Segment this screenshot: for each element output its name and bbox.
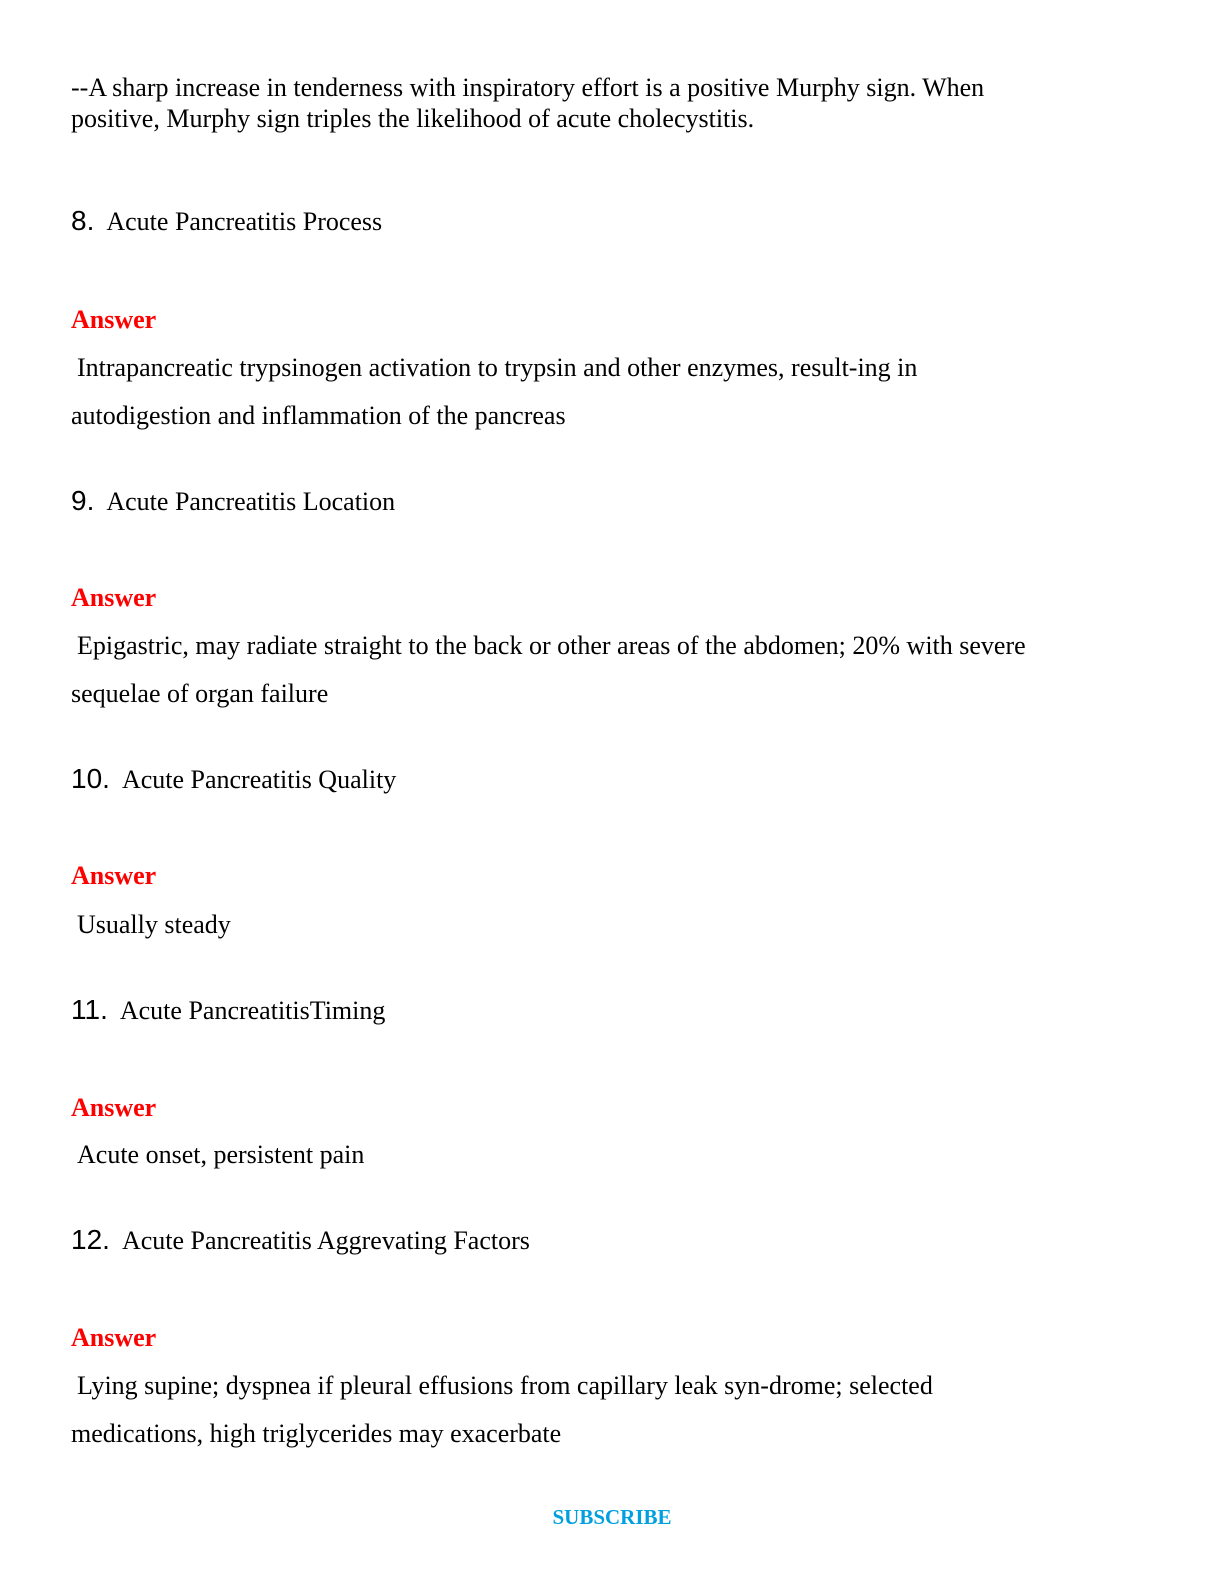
answer-text (71, 1131, 1081, 1179)
answer-text (71, 1362, 1081, 1458)
question-item-11 (71, 995, 385, 1026)
question-text: Acute Pancreatitis Location (106, 487, 396, 516)
question-item-8 (71, 206, 382, 237)
answer-label: Answer (71, 583, 157, 612)
answer-label: Answer (71, 305, 157, 334)
question-item-10 (71, 764, 396, 795)
answer-line: Lying supine; dyspnea if pleural effusions from capillary leak syn-drome; selected (77, 1371, 933, 1400)
question-text: Acute Pancreatitis Quality (121, 765, 397, 794)
answer-line: Acute onset, persistent pain (77, 1140, 365, 1169)
subscribe-link[interactable]: SUBSCRIBE (552, 1505, 672, 1529)
intro-paragraph: --A sharp increase in tenderness with inspiratory effort is a positive Murphy sign. When positive, Murphy sign triples the likelihood of acute cholecystitis. (71, 73, 985, 133)
answer-line: sequelae of organ failure (71, 679, 329, 708)
question-text: Acute Pancreatitis Aggrevating Factors (121, 1226, 530, 1255)
question-text: Acute Pancreatitis Process (106, 207, 383, 236)
answer-line: Epigastric, may radiate straight to the back or other areas of the abdomen; 20% with severe (77, 631, 1026, 660)
question-text: Acute PancreatitisTiming (119, 996, 386, 1025)
answer-text (71, 622, 1081, 718)
question-item-12 (71, 1225, 530, 1256)
question-number: 12. (71, 1224, 110, 1255)
answer-line: medications, high triglycerides may exacerbate (71, 1419, 562, 1448)
question-number: 8. (71, 205, 95, 236)
question-item-9 (71, 486, 395, 517)
question-number: 10. (71, 763, 110, 794)
answer-text (71, 901, 1081, 949)
answer-label: Answer (71, 1093, 157, 1122)
answer-text (71, 344, 1081, 440)
answer-line: Intrapancreatic trypsinogen activation to trypsin and other enzymes, result-ing in (77, 353, 918, 382)
answer-label: Answer (71, 1323, 157, 1352)
question-number: 9. (71, 485, 95, 516)
answer-label: Answer (71, 861, 157, 890)
question-number: 11. (71, 994, 108, 1025)
answer-line: Usually steady (77, 910, 231, 939)
answer-line: autodigestion and inflammation of the pancreas (71, 401, 566, 430)
